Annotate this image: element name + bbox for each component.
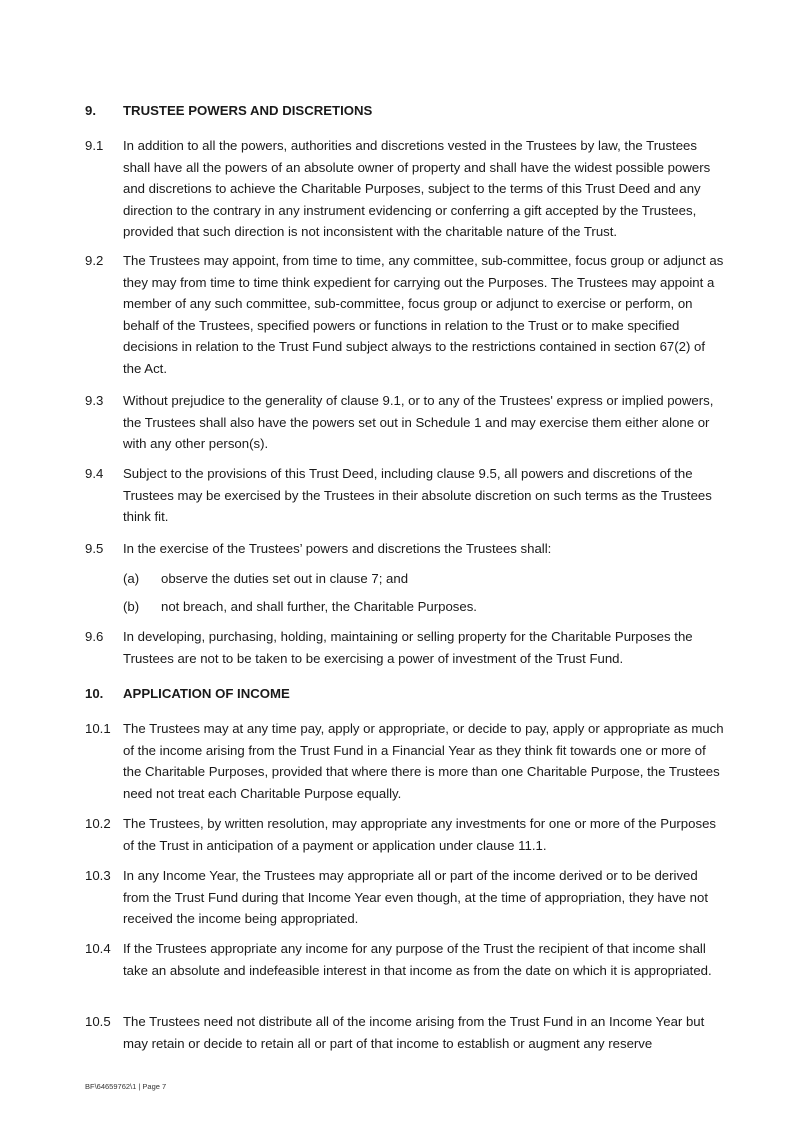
clause-9-3	[85, 390, 725, 455]
subclause-a	[123, 568, 723, 590]
clause-number: 9.6	[85, 629, 104, 644]
subclause-number: (b)	[123, 599, 140, 614]
clause-number: 9.2	[85, 253, 104, 268]
clause-text: In developing, purchasing, holding, maintaining or selling property for the Charitable Purposes the Trustees are not to be taken to be exercising a power of investment of the Trust Fund.	[123, 629, 693, 666]
page-footer: BF\64659762\1 | Page 7	[85, 1082, 167, 1091]
subclause-text: observe the duties set out in clause 7; and	[161, 571, 409, 586]
clause-number: 9.3	[85, 393, 104, 408]
clause-9-2	[85, 250, 725, 380]
clause-number: 9.4	[85, 466, 104, 481]
clause-text: In the exercise of the Trustees’ powers and discretions the Trustees shall:	[123, 541, 552, 556]
clause-text: Without prejudice to the generality of clause 9.1, or to any of the Trustees' express or implied powers, the Trustees shall also have the powers set out in Schedule 1 and may exercise them either alone or with any other person(s).	[123, 393, 714, 452]
clause-number: 9.5	[85, 541, 104, 556]
clause-10-1	[85, 718, 725, 804]
clause-number: 10.3	[85, 868, 111, 883]
clause-9-5	[85, 538, 725, 560]
section-title: TRUSTEE POWERS AND DISCRETIONS	[123, 103, 373, 118]
clause-number: 10.2	[85, 816, 111, 831]
clause-number: 9.1	[85, 138, 104, 153]
section-number: 10.	[85, 686, 104, 701]
section-title: APPLICATION OF INCOME	[123, 686, 290, 701]
clause-9-4	[85, 463, 725, 528]
clause-text: The Trustees, by written resolution, may appropriate any investments for one or more of the Purposes of the Trust in anticipation of a payment or application under clause 11.1.	[123, 816, 716, 853]
clause-text: In any Income Year, the Trustees may appropriate all or part of the income derived or to be derived from the Trust Fund during that Income Year even though, at the time of appropriation, they have not received the income being appropriated.	[123, 868, 709, 927]
section-10-heading	[85, 686, 290, 702]
clause-10-3	[85, 865, 725, 930]
subclause-text: not breach, and shall further, the Charitable Purposes.	[161, 599, 477, 614]
clause-9-1	[85, 135, 725, 243]
clause-9-6	[85, 626, 725, 669]
section-number: 9.	[85, 103, 96, 118]
clause-10-2	[85, 813, 725, 856]
clause-number: 10.4	[85, 941, 111, 956]
clause-text: The Trustees may at any time pay, apply or appropriate, or decide to pay, apply or appropriate as much of the income arising from the Trust Fund in a Financial Year as they think fit towards one or more of the Charitable Purposes, provided that where there is more than one Charitable Purpose, the Trustees need not treat each Charitable Purpose equally.	[123, 721, 724, 801]
subclause-number: (a)	[123, 571, 140, 586]
clause-number: 10.5	[85, 1014, 111, 1029]
clause-text: In addition to all the powers, authorities and discretions vested in the Trustees by law, the Trustees shall have all the powers of an absolute owner of property and shall have the widest possible powers and discretions to achieve the Charitable Purposes, subject to the terms of this Trust Deed and any direction to the contrary in any instrument evidencing or conferring a gift accepted by the Trustees, provided that such direction is not inconsistent with the charitable nature of the Trust.	[123, 138, 711, 240]
clause-10-5	[85, 1011, 725, 1054]
clause-text: The Trustees may appoint, from time to time, any committee, sub-committee, focus group or adjunct as they may from time to time think expedient for carrying out the Purposes. The Trustees may appoint a member of any such committee, sub-committee, focus group or adjunct to exercise or perform, on behalf of the Trustees, specified powers or functions in relation to the Trust or to make specified decisions in relation to the Trust Fund subject always to the restrictions contained in section 67(2) of the Act.	[123, 253, 724, 376]
subclause-b	[123, 596, 723, 618]
clause-number: 10.1	[85, 721, 111, 736]
clause-10-4	[85, 938, 725, 981]
section-9-heading	[85, 103, 372, 119]
clause-text: The Trustees need not distribute all of the income arising from the Trust Fund in an Income Year but may retain or decide to retain all or part of that income to establish or augment any reserve	[123, 1014, 705, 1051]
clause-text: Subject to the provisions of this Trust Deed, including clause 9.5, all powers and discretions of the Trustees may be exercised by the Trustees in their absolute discretion on such terms as the Trustees think fit.	[123, 466, 712, 525]
clause-text: If the Trustees appropriate any income for any purpose of the Trust the recipient of that income shall take an absolute and indefeasible interest in that income as from the date on which it is appropriated.	[123, 941, 712, 978]
